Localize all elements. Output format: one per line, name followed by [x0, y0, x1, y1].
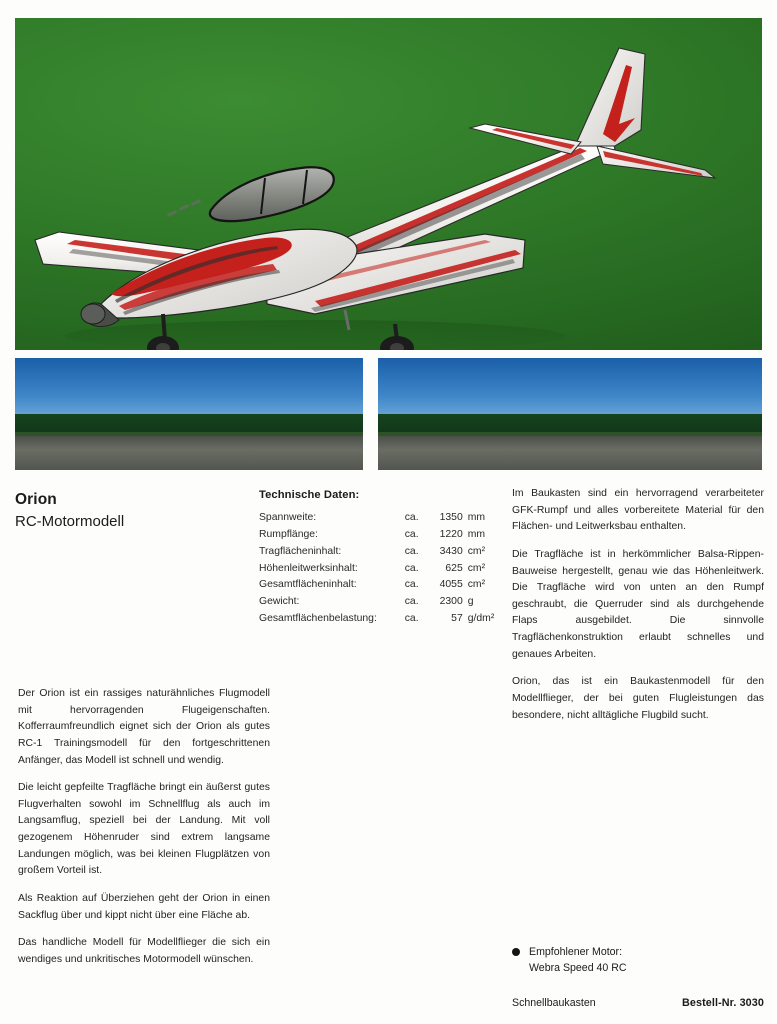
product-subtitle: RC-Motormodell	[15, 513, 125, 530]
spec-unit: cm²	[467, 562, 486, 574]
spec-label: Gewicht:	[259, 596, 300, 608]
order-info-bar	[512, 997, 764, 1009]
technical-data-body	[259, 510, 499, 628]
spec-unit: cm²	[467, 545, 486, 557]
paragraph-kit-contents: Im Baukasten sind ein hervorragend verarbeiteter GFK-Rumpf und alles vorbereitete Material für den Flächen- und Leitwerksbau enthalten.	[512, 488, 764, 533]
order-number: Bestell-Nr. 3030	[681, 997, 764, 1009]
left-text-column	[18, 686, 270, 969]
paragraph-intro: Der Orion ist ein rassiges naturähnliches Flugmodell mit hervorragenden Flugeigenschaften. Kofferraumfreundlich eignet sich der Orion als gutes RC-1 Trainingsmodell für den fortgeschrittenen Anfänger, das Modell ist schnell und wendig.	[18, 688, 270, 766]
table-row	[259, 544, 499, 561]
table-row	[259, 611, 499, 628]
technical-data-table	[259, 510, 499, 628]
spec-approx: ca.	[404, 528, 419, 540]
paragraph-handling: Das handliche Modell für Modellflieger die sich ein wendiges und unkritisches Motormodell wünschen.	[18, 937, 270, 965]
recommended-motor-row	[512, 944, 764, 960]
photo-side-view-runway	[15, 358, 363, 470]
technical-data-section	[259, 489, 499, 628]
table-row	[259, 594, 499, 611]
spec-approx: ca.	[404, 562, 419, 574]
spec-unit: g	[467, 596, 474, 608]
spec-value: 57	[451, 613, 463, 625]
table-row	[259, 561, 499, 578]
spec-label: Tragflächeninhalt:	[259, 545, 342, 557]
spec-label: Rumpflänge:	[259, 528, 318, 540]
spec-value: 4055	[439, 579, 463, 591]
runway-tarmac	[15, 436, 363, 470]
product-name: Orion	[15, 491, 57, 508]
paragraph-wing-construction: Die Tragfläche ist in herkömmlicher Balsa-Rippen-Bauweise hergestellt, genau wie das Höhenleitwerk. Die Tragfläche wird von unten an den Rumpf geschraubt, die Querruder sind als durchgehende Flaps ausgebildet. Die sinnvolle Tragflächenkonstruktion erlaubt schnelles und genaues Arbeiten.	[512, 548, 764, 660]
bullet-point-icon	[512, 948, 520, 956]
spec-value: 1350	[439, 512, 463, 523]
product-title-block	[15, 489, 245, 532]
spec-label: Gesamtflächenbelastung:	[259, 613, 377, 625]
runway-tarmac	[378, 436, 762, 470]
table-row	[259, 527, 499, 544]
spec-unit: mm	[467, 528, 486, 540]
spec-approx: ca.	[404, 545, 419, 557]
recommended-motor-block	[512, 944, 764, 977]
paragraph-flight-behaviour: Die leicht gepfeilte Tragfläche bringt ein äußerst gutes Flugverhalten sowohl im Schnellflug als auch im Langsamflug, speziell bei der Landung. Mit voll gezogenem Höhenruder sind extrem langsame Landungen möglich, was bei kleinen Flugplätzen von großem Vorteil ist.	[18, 782, 270, 877]
table-row	[259, 510, 499, 527]
spec-approx: ca.	[404, 512, 419, 523]
spec-label: Höhenleitwerksinhalt:	[259, 562, 358, 574]
spec-unit: g/dm²	[467, 613, 495, 625]
spec-approx: ca.	[404, 613, 419, 625]
model-aircraft-illustration	[15, 18, 762, 350]
spec-value: 2300	[439, 596, 463, 608]
photo-front-view-runway	[378, 358, 762, 470]
kit-type-label: Schnellbaukasten	[512, 997, 596, 1009]
spec-approx: ca.	[404, 579, 419, 591]
table-row	[259, 577, 499, 594]
secondary-photo-row	[15, 358, 762, 470]
spec-unit: mm	[467, 512, 486, 523]
recommended-motor-label: Empfohlener Motor:	[529, 946, 623, 958]
spec-approx: ca.	[404, 596, 419, 608]
spec-label: Spannweite:	[259, 512, 317, 523]
recommended-motor-value: Webra Speed 40 RC	[529, 962, 627, 975]
paragraph-stall-behaviour: Als Reaktion auf Überziehen geht der Orion in einen Sackflug über und kippt nicht über eine Fläche ab.	[18, 893, 270, 921]
spec-value: 1220	[439, 528, 463, 540]
spec-label: Gesamtflächeninhalt:	[259, 579, 357, 591]
right-text-column	[512, 486, 764, 724]
spec-value: 625	[445, 562, 463, 574]
spec-unit: cm²	[467, 579, 486, 591]
hero-photo-main-model	[15, 18, 762, 350]
paragraph-summary: Orion, das ist ein Baukastenmodell für den Modellflieger, der bei guten Flugleistungen das besondere, nicht alltägliche Flugbild sucht.	[512, 676, 764, 721]
spec-value: 3430	[439, 545, 463, 557]
technical-data-heading: Technische Daten:	[259, 489, 360, 501]
